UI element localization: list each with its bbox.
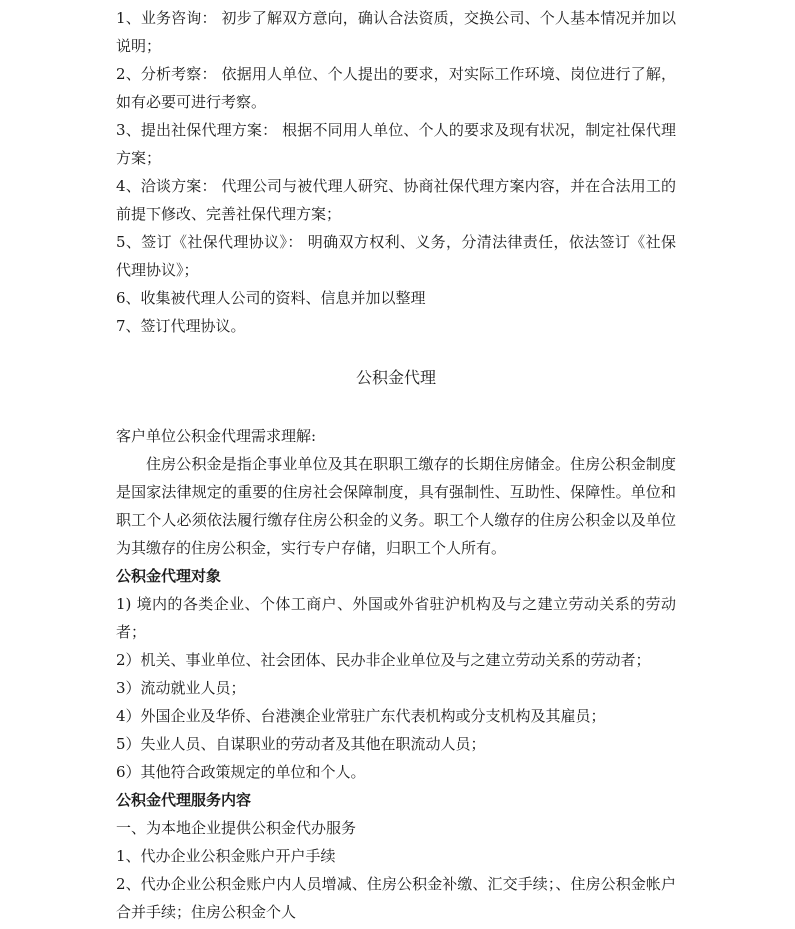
target-item: 5）失业人员、自谋职业的劳动者及其他在职流动人员；: [116, 735, 486, 753]
service-item: 一、为本地企业提供公积金代办服务: [116, 819, 357, 837]
steps-list: [116, 4, 676, 340]
step-item: 2、分析考察： 依据用人单位、个人提出的要求，对实际工作环境、岗位进行了解，如有必要可进行考察。: [116, 65, 676, 111]
targets-heading: 公积金代理对象: [116, 567, 222, 585]
step-item: 1、业务咨询： 初步了解双方意向，确认合法资质，交换公司、个人基本情况并加以说明；: [116, 9, 676, 55]
target-item: 1) 境内的各类企业、个体工商户、外国或外省驻沪机构及与之建立劳动关系的劳动者；: [116, 595, 676, 641]
step-item: 7、签订代理协议。: [116, 317, 246, 335]
service-item: 1、代办企业公积金账户开户手续: [116, 847, 336, 865]
service-item: 2、代办企业公积金账户内人员增减、住房公积金补缴、汇交手续；、住房公积金帐户合并手续；住房公积金个人: [116, 875, 676, 921]
demand-paragraph: 住房公积金是指企事业单位及其在职职工缴存的长期住房储金。住房公积金制度是国家法律规定的重要的住房社会保障制度，具有强制性、互助性、保障性。单位和职工个人必须依法履行缴存住房公积金的义务。职工个人缴存的住房公积金以及单位为其缴存的住房公积金，实行专户存储，归职工个人所有。: [116, 455, 676, 557]
section-title: 公积金代理: [355, 368, 436, 387]
target-item: 3）流动就业人员；: [116, 679, 246, 697]
target-item: 2）机关、事业单位、社会团体、民办非企业单位及与之建立劳动关系的劳动者；: [116, 651, 651, 669]
targets-list: [116, 590, 676, 786]
demand-label: 客户单位公积金代理需求理解:: [116, 427, 317, 445]
step-item: 3、提出社保代理方案： 根据不同用人单位、个人的要求及现有状况，制定社保代理方案；: [116, 121, 676, 167]
step-item: 6、收集被代理人公司的资料、信息并加以整理: [116, 289, 426, 307]
document-page: [116, 4, 676, 926]
target-item: 6）其他符合政策规定的单位和个人。: [116, 763, 366, 781]
target-item: 4）外国企业及华侨、台港澳企业常驻广东代表机构或分支机构及其雇员；: [116, 707, 606, 725]
services-list: [116, 814, 676, 926]
services-heading: 公积金代理服务内容: [116, 791, 252, 809]
step-item: 4、洽谈方案： 代理公司与被代理人研究、协商社保代理方案内容，并在合法用工的前提下修改、完善社保代理方案；: [116, 177, 676, 223]
step-item: 5、签订《社保代理协议》： 明确双方权利、义务，分清法律责任，依法签订《社保代理协议》；: [116, 233, 676, 279]
